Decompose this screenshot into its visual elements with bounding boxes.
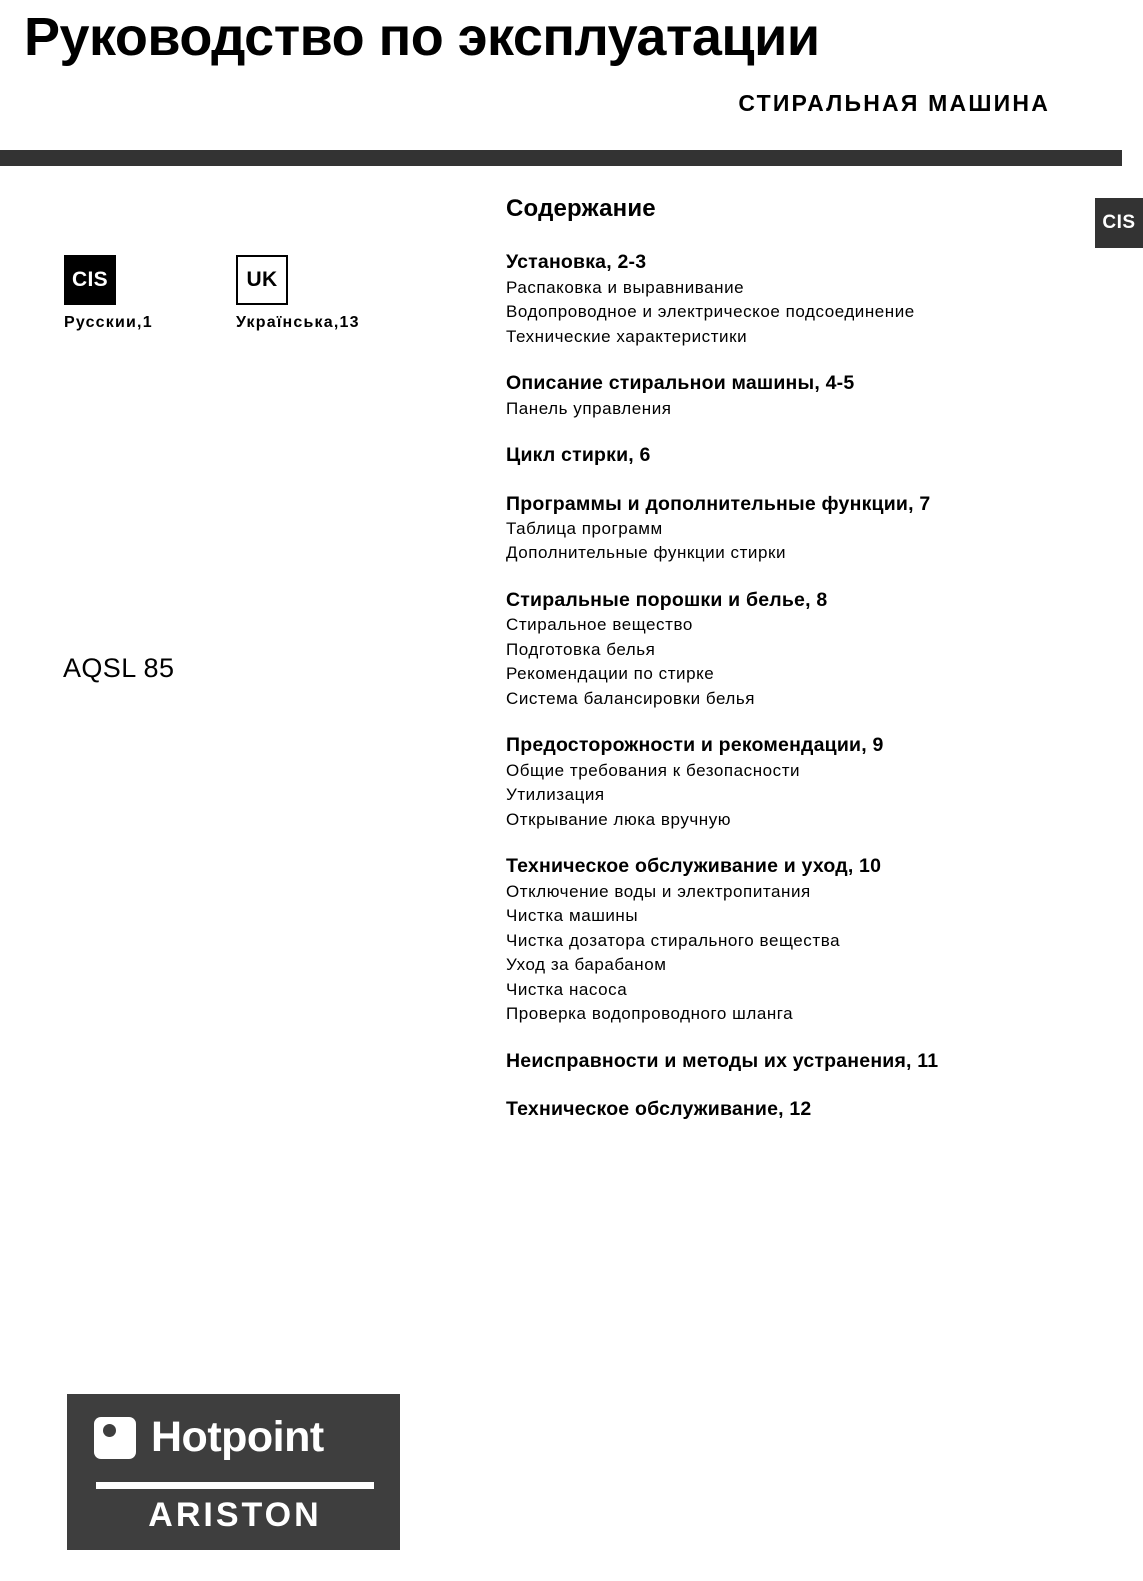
toc-subitem-list <box>506 880 1066 1027</box>
hotpoint-dot-icon <box>103 1424 116 1437</box>
toc-subitem[interactable]: Система балансировки белья <box>506 688 756 708</box>
toc-subitem[interactable]: Чистка машины <box>506 906 639 926</box>
toc-subitem[interactable]: Подготовка белья <box>506 639 656 659</box>
toc-section <box>506 371 1066 421</box>
model-number: AQSL 85 <box>63 653 175 683</box>
toc-subitem[interactable]: Технические характеристики <box>506 326 748 346</box>
page-title: Руководство по эксплуатации <box>24 7 820 67</box>
page-subtitle: СТИРАЛЬНАЯ МАШИНА <box>738 90 1050 116</box>
toc-section-heading[interactable]: Цикл стирки, 6 <box>506 444 651 467</box>
hotpoint-square-icon <box>94 1417 136 1459</box>
toc-subitem[interactable]: Рекомендации по стирке <box>506 664 715 684</box>
toc-subitem[interactable]: Отключение воды и электропитания <box>506 881 811 901</box>
toc-subitem[interactable]: Открывание люка вручную <box>506 809 732 829</box>
toc-subitem[interactable]: Уход за барабаном <box>506 955 667 975</box>
logo-divider <box>96 1482 374 1489</box>
toc-subitem[interactable]: Чистка насоса <box>506 979 628 999</box>
logo-wordmark: Hotpoint <box>151 1413 324 1461</box>
language-badge-uk-text: UK <box>246 268 278 291</box>
toc-subitem-list <box>506 276 1066 350</box>
language-badge-cis-text: CIS <box>72 268 108 291</box>
toc-subitem-list <box>506 517 1066 566</box>
side-tab-cis <box>1095 198 1143 248</box>
language-label-cis: Русскии,1 <box>64 314 153 331</box>
toc-title: Содержание <box>506 195 656 222</box>
toc-section <box>506 250 1066 349</box>
left-column <box>0 0 470 1581</box>
toc-subitem[interactable]: Распаковка и выравнивание <box>506 277 745 297</box>
toc-section-list <box>506 250 1066 1121</box>
language-badge-cis <box>64 255 116 305</box>
language-label-uk: Українська,13 <box>236 314 360 331</box>
toc-section <box>506 1049 1066 1073</box>
logo-top-row <box>94 1413 324 1461</box>
toc-section <box>506 588 1066 711</box>
toc-subitem[interactable]: Утилизация <box>506 785 605 805</box>
language-option-uk[interactable] <box>236 255 360 332</box>
toc-section <box>506 733 1066 832</box>
logo-subwordmark: ARISTON <box>148 1496 322 1534</box>
toc-section <box>506 854 1066 1026</box>
toc-subitem[interactable]: Общие требования к безопасности <box>506 760 801 780</box>
toc-section-heading[interactable]: Техническое обслуживание и уход, 10 <box>506 855 882 878</box>
table-of-contents <box>506 196 1066 1145</box>
toc-subitem[interactable]: Панель управления <box>506 398 672 418</box>
language-option-cis[interactable] <box>64 255 153 332</box>
toc-subitem-list <box>506 759 1066 833</box>
toc-subitem[interactable]: Чистка дозатора стирального вещества <box>506 930 841 950</box>
language-badge-uk <box>236 255 288 305</box>
toc-subitem[interactable]: Проверка водопроводного шланга <box>506 1004 794 1024</box>
toc-subitem-list <box>506 397 1066 422</box>
toc-section-heading[interactable]: Стиральные порошки и белье, 8 <box>506 588 828 611</box>
toc-section-heading[interactable]: Программы и дополнительные функции, 7 <box>506 492 931 515</box>
toc-section-heading[interactable]: Неисправности и методы их устранения, 11 <box>506 1049 939 1072</box>
toc-subitem[interactable]: Водопроводное и электрическое подсоединение <box>506 302 915 322</box>
toc-section-heading[interactable]: Описание стиральнои машины, 4-5 <box>506 372 855 395</box>
toc-section <box>506 443 1066 467</box>
side-tab-label: CIS <box>1102 212 1136 233</box>
toc-subitem-list <box>506 613 1066 711</box>
toc-section <box>506 1097 1066 1121</box>
toc-section-heading[interactable]: Техническое обслуживание, 12 <box>506 1097 812 1120</box>
toc-subitem[interactable]: Стиральное вещество <box>506 615 693 635</box>
toc-subitem[interactable]: Дополнительные функции стирки <box>506 543 786 563</box>
toc-section <box>506 492 1066 566</box>
brand-logo <box>67 1394 400 1550</box>
toc-section-heading[interactable]: Установка, 2-3 <box>506 251 647 274</box>
toc-section-heading[interactable]: Предосторожности и рекомендации, 9 <box>506 734 884 757</box>
toc-subitem[interactable]: Таблица программ <box>506 518 663 538</box>
